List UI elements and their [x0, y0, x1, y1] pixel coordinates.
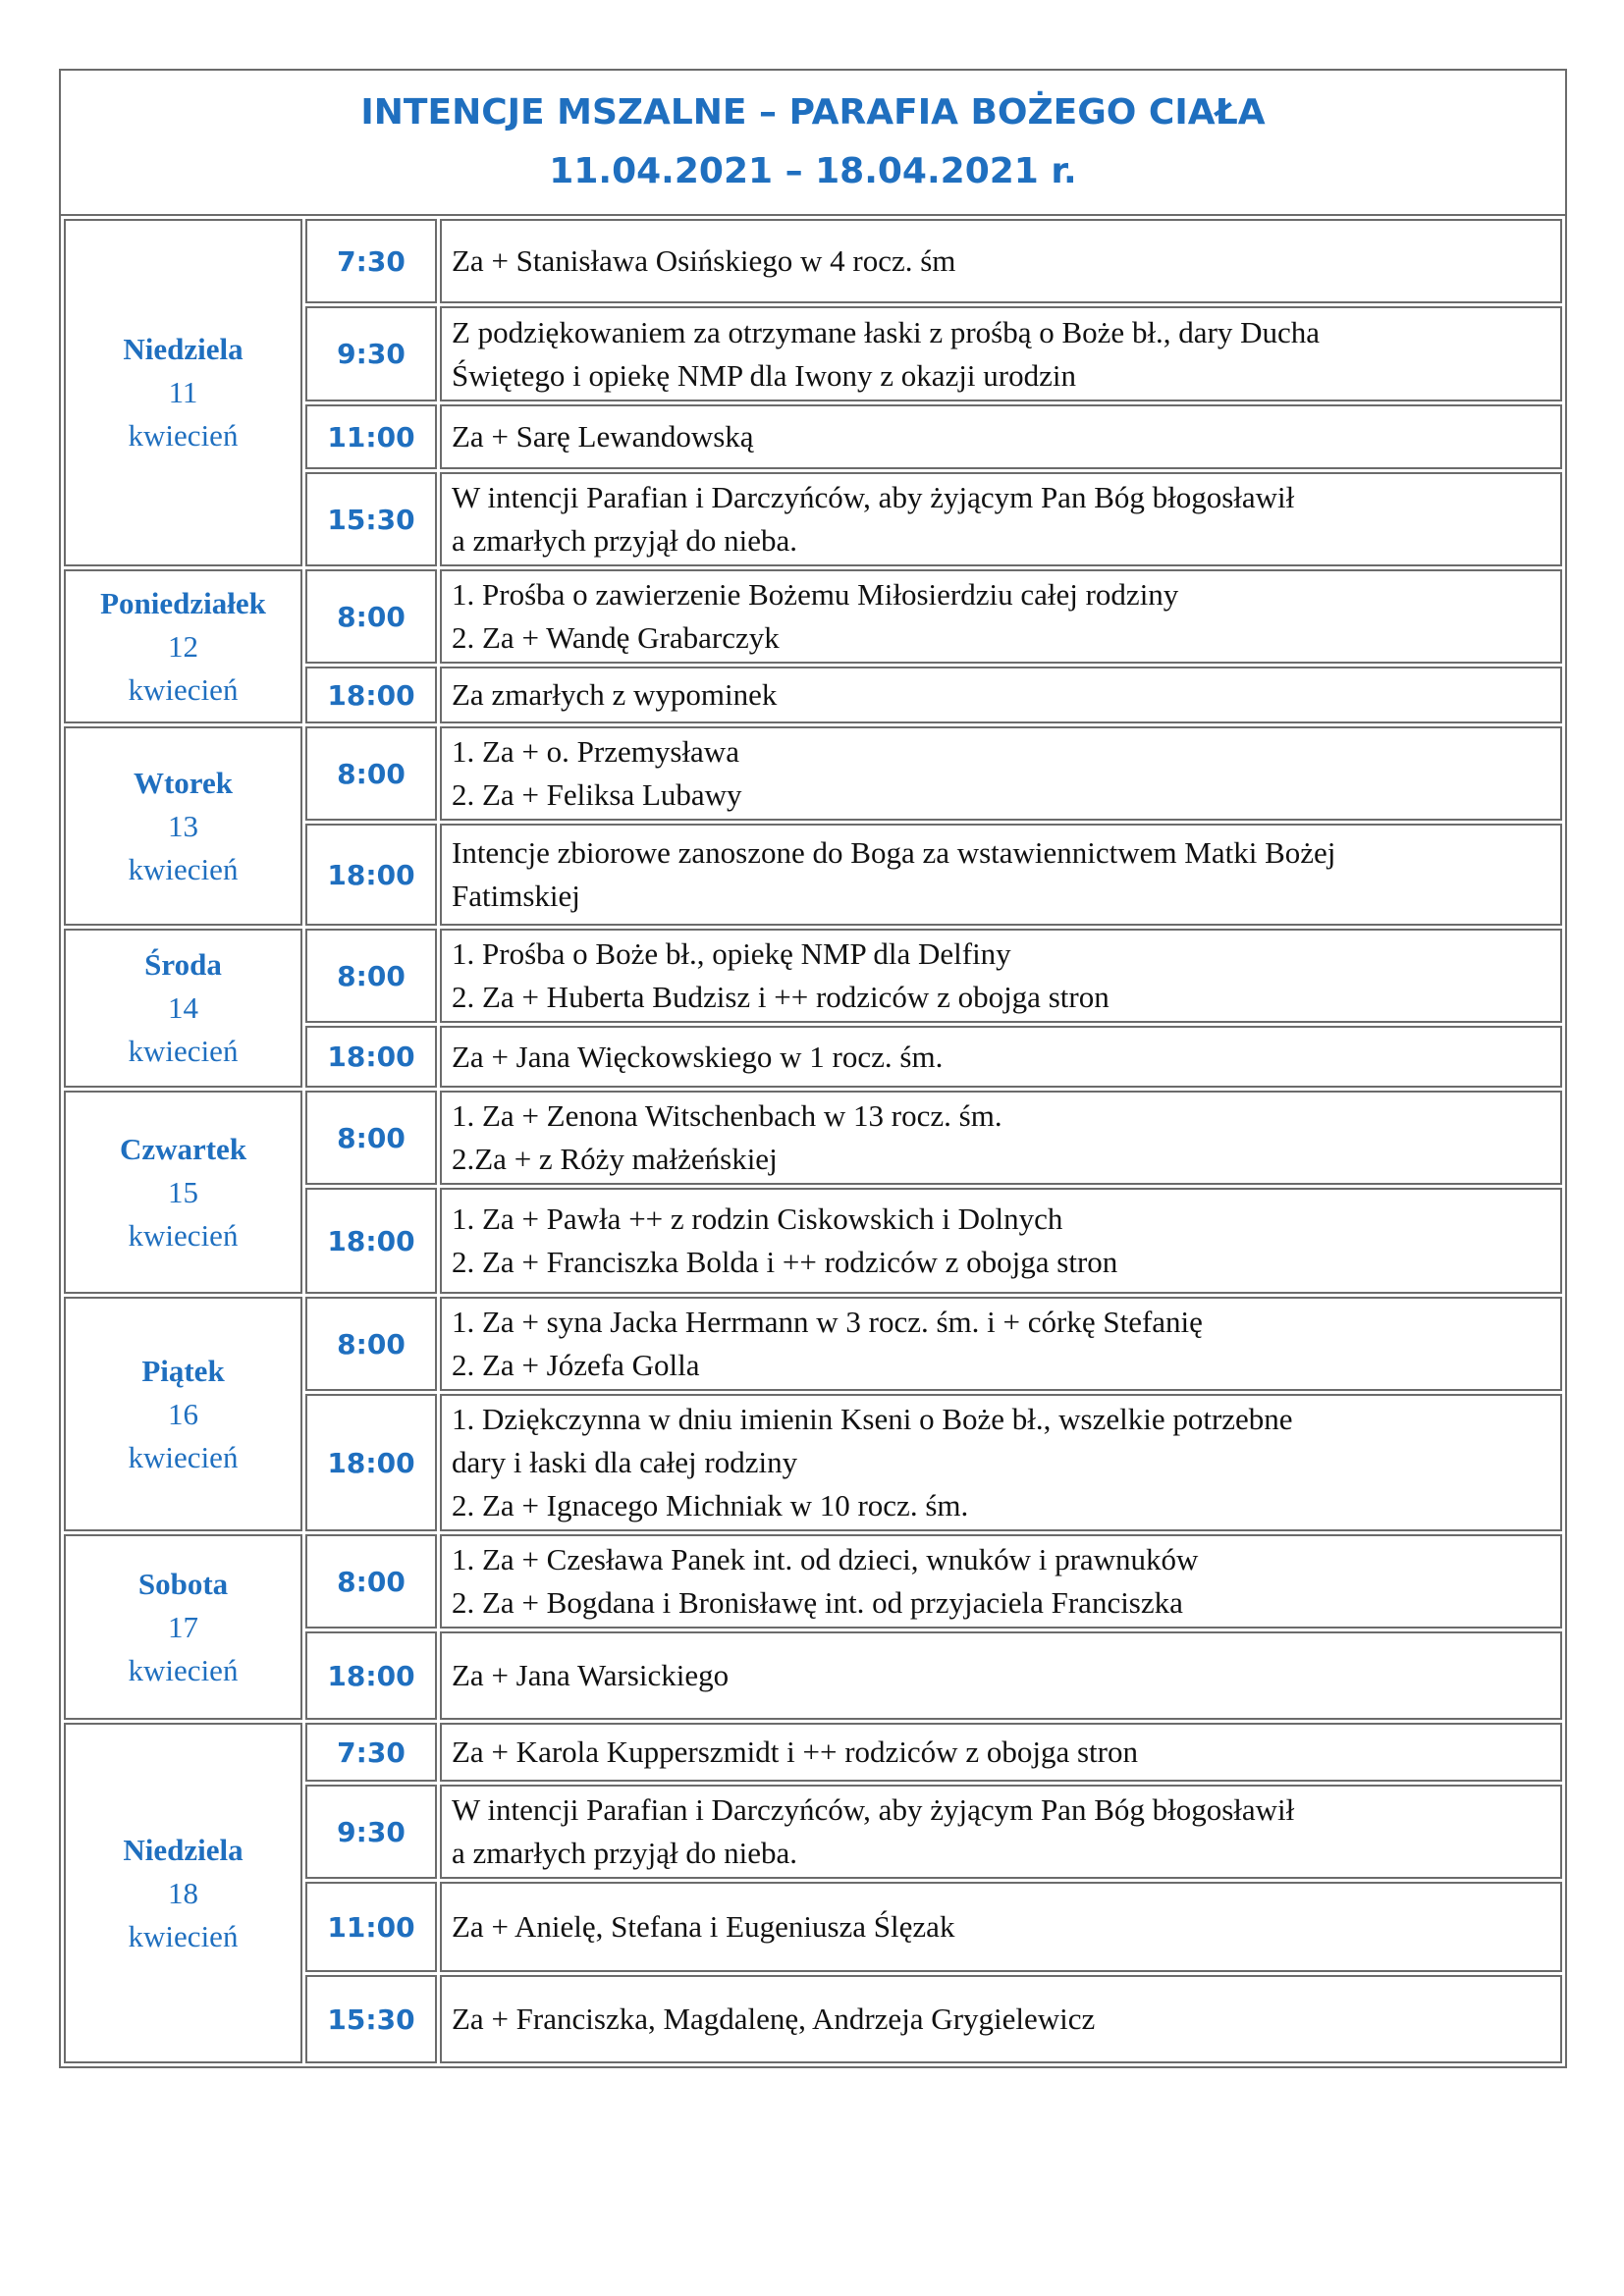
intention-line: 1. Za + Pawła ++ z rodzin Ciskowskich i Dolnych	[452, 1201, 1063, 1236]
mass-intention	[440, 1188, 1562, 1294]
intention-line: 2. Za + Bogdana i Bronisławę int. od przyjaciela Franciszka	[452, 1585, 1183, 1620]
mass-intention	[440, 472, 1562, 566]
intention-line: 2.Za + z Róży małżeńskiej	[452, 1142, 778, 1176]
intention-line: 1. Za + syna Jacka Herrmann w 3 rocz. śm. i + córkę Stefanię	[452, 1305, 1203, 1339]
mass-intention	[440, 1975, 1562, 2063]
day-cell	[64, 569, 302, 723]
intention-line: 2. Za + Wandę Grabarczyk	[452, 620, 780, 655]
day-name: Sobota	[137, 1566, 229, 1601]
mass-time: 15:30	[305, 1975, 437, 2063]
intention-line: 1. Dziękczynna w dniu imienin Kseni o Boże bł., wszelkie potrzebne	[452, 1402, 1293, 1436]
mass-intention	[440, 569, 1562, 664]
intention-line: 2. Za + Franciszka Bolda i ++ rodziców z obojga stron	[452, 1245, 1118, 1279]
mass-time: 18:00	[305, 667, 437, 723]
day-name: Poniedziałek	[100, 585, 266, 620]
mass-intention	[440, 929, 1562, 1023]
intention-line: 1. Za + o. Przemysława	[452, 734, 739, 769]
day-cell	[64, 929, 302, 1088]
mass-intention	[440, 667, 1562, 723]
mass-intention	[440, 1091, 1562, 1185]
day-name: Niedziela	[123, 332, 244, 366]
intention-line: Za + Stanisława Osińskiego w 4 rocz. śm	[452, 243, 956, 278]
day-month: kwiecień	[128, 851, 239, 886]
day-num: 16	[168, 1396, 198, 1431]
day-num: 14	[168, 990, 198, 1025]
mass-time: 18:00	[305, 1026, 437, 1088]
mass-time: 9:30	[305, 306, 437, 401]
intention-line: Za + Sarę Lewandowską	[452, 419, 754, 454]
intention-line: a zmarłych przyjął do nieba.	[452, 1836, 798, 1870]
day-cell	[64, 1297, 302, 1531]
intention-line: Za + Anielę, Stefana i Eugeniusza Ślęzak	[452, 1909, 955, 1944]
title-box	[61, 71, 1565, 216]
day-cell	[64, 726, 302, 926]
intention-line: Za zmarłych z wypominek	[452, 677, 778, 712]
page-title: INTENCJE MSZALNE – PARAFIA BOŻEGO CIAŁA	[360, 92, 1266, 133]
mass-intention	[440, 1534, 1562, 1629]
mass-intention	[440, 1785, 1562, 1879]
intention-line: Za + Jana Warsickiego	[452, 1658, 730, 1692]
schedule-row	[64, 219, 1562, 303]
mass-time: 18:00	[305, 824, 437, 926]
mass-time: 11:00	[305, 1882, 437, 1972]
day-name: Piątek	[141, 1353, 225, 1388]
mass-intention	[440, 1394, 1562, 1531]
mass-time: 8:00	[305, 1534, 437, 1629]
intention-line: W intencji Parafian i Darczyńców, aby żyjącym Pan Bóg błogosławił	[452, 480, 1295, 514]
mass-intention	[440, 726, 1562, 821]
intention-line: 1. Za + Zenona Witschenbach w 13 rocz. śm.	[452, 1098, 1002, 1133]
schedule-row	[64, 1091, 1562, 1185]
intentions-sheet	[59, 69, 1567, 2068]
mass-time: 9:30	[305, 1785, 437, 1879]
day-num: 18	[168, 1875, 198, 1910]
intention-line: 1. Za + Czesława Panek int. od dzieci, wnuków i prawnuków	[452, 1542, 1199, 1576]
schedule-row	[64, 929, 1562, 1023]
intention-line: 1. Prośba o zawierzenie Bożemu Miłosierdziu całej rodziny	[452, 577, 1179, 612]
mass-intention	[440, 219, 1562, 303]
schedule-row	[64, 1723, 1562, 1782]
schedule-row	[64, 726, 1562, 821]
intention-line: 2. Za + Feliksa Lubawy	[452, 777, 742, 812]
day-month: kwiecień	[128, 1652, 239, 1687]
mass-intention	[440, 1026, 1562, 1088]
intention-line: Za + Karola Kupperszmidt i ++ rodziców z obojga stron	[452, 1735, 1138, 1769]
mass-intention	[440, 404, 1562, 469]
mass-intention	[440, 824, 1562, 926]
mass-time: 18:00	[305, 1631, 437, 1720]
mass-time: 7:30	[305, 1723, 437, 1782]
day-num: 17	[168, 1609, 198, 1644]
day-name: Środa	[144, 947, 222, 982]
day-cell	[64, 219, 302, 566]
mass-intention	[440, 1882, 1562, 1972]
intention-line: Z podziękowaniem za otrzymane łaski z prośbą o Boże bł., dary Ducha	[452, 314, 1321, 349]
mass-time: 8:00	[305, 1297, 437, 1391]
mass-time: 8:00	[305, 569, 437, 664]
mass-time: 8:00	[305, 1091, 437, 1185]
schedule-row	[64, 569, 1562, 664]
mass-intention	[440, 1723, 1562, 1782]
day-month: kwiecień	[128, 1439, 239, 1474]
day-month: kwiecień	[128, 671, 239, 707]
day-name: Niedziela	[123, 1832, 244, 1867]
day-name: Wtorek	[133, 765, 234, 800]
day-month: kwiecień	[128, 418, 239, 453]
day-name: Czwartek	[119, 1131, 247, 1166]
day-month: kwiecień	[128, 1918, 239, 1953]
intention-line: W intencji Parafian i Darczyńców, aby żyjącym Pan Bóg błogosławił	[452, 1792, 1295, 1827]
day-num: 15	[168, 1174, 198, 1209]
intention-line: Za + Franciszka, Magdalenę, Andrzeja Grygielewicz	[452, 2002, 1096, 2036]
intention-line: 2. Za + Józefa Golla	[452, 1348, 700, 1382]
intention-line: Świętego i opiekę NMP dla Iwony z okazji urodzin	[452, 357, 1076, 393]
mass-time: 15:30	[305, 472, 437, 566]
mass-time: 8:00	[305, 929, 437, 1023]
intention-line: Intencje zbiorowe zanoszone do Boga za wstawiennictwem Matki Bożej	[452, 835, 1336, 870]
mass-intention	[440, 306, 1562, 401]
day-month: kwiecień	[128, 1217, 239, 1253]
date-range: 11.04.2021 – 18.04.2021 r.	[549, 151, 1077, 191]
schedule-row	[64, 1534, 1562, 1629]
mass-intention	[440, 1631, 1562, 1720]
day-month: kwiecień	[128, 1034, 239, 1068]
intention-line: a zmarłych przyjął do nieba.	[452, 523, 798, 558]
mass-time: 18:00	[305, 1188, 437, 1294]
day-num: 12	[168, 628, 198, 664]
intention-line: 1. Prośba o Boże bł., opiekę NMP dla Delfiny	[452, 936, 1011, 971]
mass-time: 7:30	[305, 219, 437, 303]
day-num: 13	[168, 808, 198, 843]
mass-time: 11:00	[305, 404, 437, 469]
day-cell	[64, 1723, 302, 2063]
intention-line: 2. Za + Ignacego Michniak w 10 rocz. śm.	[452, 1488, 969, 1522]
mass-time: 18:00	[305, 1394, 437, 1531]
mass-intention	[440, 1297, 1562, 1391]
schedule-row	[64, 1297, 1562, 1391]
intention-line: Fatimskiej	[452, 879, 580, 913]
intention-line: Za + Jana Więckowskiego w 1 rocz. śm.	[452, 1039, 944, 1074]
intention-line: 2. Za + Huberta Budzisz i ++ rodziców z obojga stron	[452, 980, 1110, 1014]
schedule-body	[64, 219, 1562, 2063]
mass-time: 8:00	[305, 726, 437, 821]
intention-line: dary i łaski dla całej rodziny	[452, 1445, 798, 1479]
day-cell	[64, 1534, 302, 1720]
day-cell	[64, 1091, 302, 1294]
schedule-table	[61, 216, 1565, 2066]
day-num: 11	[168, 375, 198, 409]
